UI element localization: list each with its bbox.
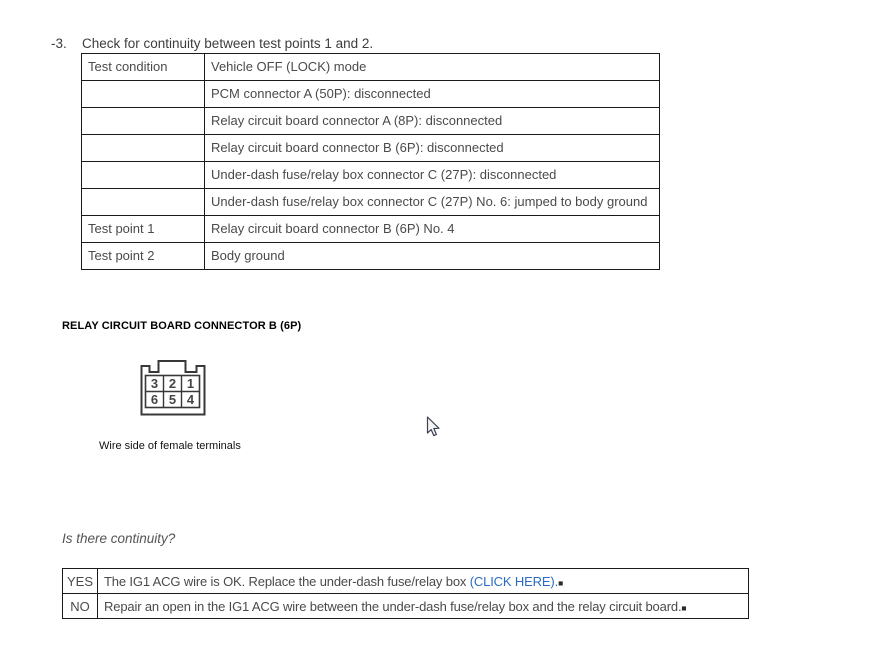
pin-number: 5 xyxy=(168,392,177,407)
table-row xyxy=(82,108,660,135)
pin-number: 3 xyxy=(150,376,159,391)
table-row xyxy=(82,216,660,243)
table-row xyxy=(82,54,660,81)
condition-value-cell: Under-dash fuse/relay box connector C (27P): disconnected xyxy=(205,162,660,189)
condition-value-cell: Vehicle OFF (LOCK) mode xyxy=(205,54,660,81)
condition-value-cell: Under-dash fuse/relay box connector C (27P) No. 6: jumped to body ground xyxy=(205,189,660,216)
step-instruction: Check for continuity between test points 1 and 2. xyxy=(82,36,374,51)
step-number: -3. xyxy=(51,36,67,51)
connector-title: RELAY CIRCUIT BOARD CONNECTOR B (6P) xyxy=(62,320,302,332)
table-row xyxy=(82,81,660,108)
condition-value-cell: PCM connector A (50P): disconnected xyxy=(205,81,660,108)
table-row xyxy=(82,135,660,162)
condition-value-cell: Relay circuit board connector B (6P): disconnected xyxy=(205,135,660,162)
result-yes-cell xyxy=(98,569,749,594)
pin-number: 6 xyxy=(150,392,159,407)
answer-no-cell: NO xyxy=(63,594,98,619)
condition-label-cell: Test point 2 xyxy=(82,243,205,270)
pin-number: 1 xyxy=(186,376,195,391)
table-row xyxy=(82,162,660,189)
connector-diagram-icon xyxy=(139,358,207,416)
pin-number: 4 xyxy=(186,392,195,407)
table-row xyxy=(63,569,749,594)
result-yes-text: The IG1 ACG wire is OK. Replace the under-dash fuse/relay box xyxy=(104,573,470,589)
table-row xyxy=(82,243,660,270)
table-row xyxy=(82,189,660,216)
condition-label-cell: Test point 1 xyxy=(82,216,205,243)
condition-value-cell: Relay circuit board connector B (6P) No. 4 xyxy=(205,216,660,243)
question-text: Is there continuity? xyxy=(62,531,176,546)
test-conditions-table xyxy=(81,53,660,270)
answer-yes-cell: YES xyxy=(63,569,98,594)
condition-label-cell: Test condition xyxy=(82,54,205,81)
end-mark: ■ xyxy=(681,602,687,613)
condition-label-cell xyxy=(82,108,205,135)
condition-value-cell: Relay circuit board connector A (8P): disconnected xyxy=(205,108,660,135)
condition-label-cell xyxy=(82,189,205,216)
condition-label-cell xyxy=(82,81,205,108)
connector-caption: Wire side of female terminals xyxy=(99,440,241,452)
table-row xyxy=(63,594,749,619)
result-no-cell xyxy=(98,594,749,619)
condition-label-cell xyxy=(82,135,205,162)
pin-number: 2 xyxy=(168,376,177,391)
result-no-text: Repair an open in the IG1 ACG wire between the under-dash fuse/relay box and the relay circuit board. xyxy=(104,598,682,614)
results-table xyxy=(62,568,749,619)
mouse-cursor-icon xyxy=(426,416,441,438)
condition-label-cell xyxy=(82,162,205,189)
end-mark: ■ xyxy=(558,577,564,588)
click-here-link[interactable]: (CLICK HERE). xyxy=(469,573,559,589)
condition-value-cell: Body ground xyxy=(205,243,660,270)
